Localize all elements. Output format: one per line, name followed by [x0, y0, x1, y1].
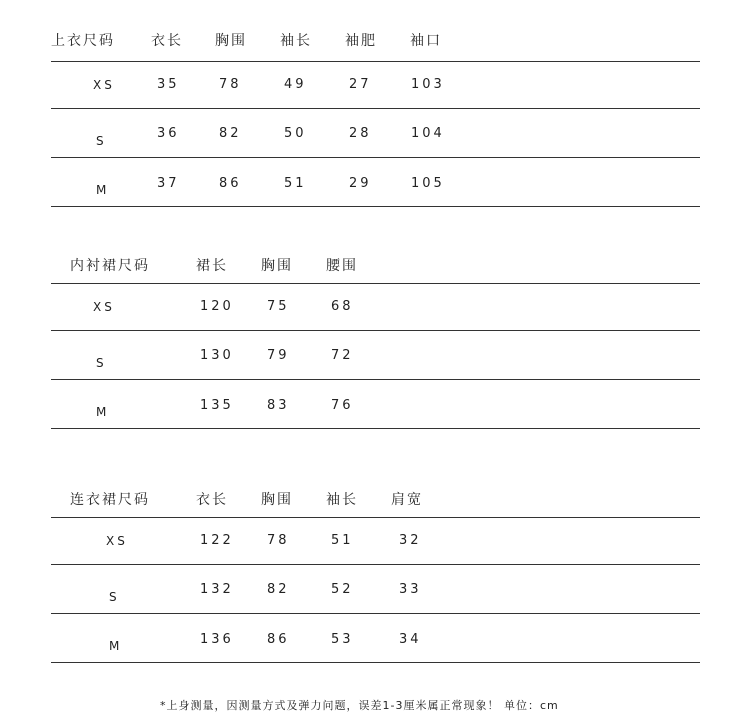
table-cell: 34: [399, 632, 422, 647]
table-rule: [51, 330, 700, 331]
table-cell: 82: [267, 582, 290, 597]
table-cell: 49: [284, 77, 307, 92]
table-cell: 32: [399, 533, 422, 548]
table-cell: 120: [200, 299, 234, 314]
table-header-size: 内衬裙尺码: [70, 258, 150, 274]
table-cell: 53: [331, 632, 354, 647]
table-cell: 104: [411, 126, 445, 141]
table-cell: 72: [331, 348, 354, 363]
table-header-length: 衣长: [151, 33, 183, 49]
table-rule: [51, 517, 700, 518]
size-label: M: [96, 405, 110, 419]
size-label: XS: [93, 78, 115, 92]
size-label: S: [96, 134, 107, 148]
table-cell: 86: [219, 176, 242, 191]
size-label: M: [96, 183, 110, 197]
table-cell: 35: [157, 77, 180, 92]
table-header-size: 上衣尺码: [51, 33, 115, 49]
table-cell: 78: [219, 77, 242, 92]
table-header-chest: 胸围: [215, 33, 247, 49]
table-cell: 136: [200, 632, 234, 647]
table-cell: 103: [411, 77, 445, 92]
table-header-chest: 胸围: [261, 492, 293, 508]
table-cell: 75: [267, 299, 290, 314]
table-cell: 130: [200, 348, 234, 363]
table-cell: 78: [267, 533, 290, 548]
table-cell: 37: [157, 176, 180, 191]
table-header-sleeve-length: 袖长: [326, 492, 358, 508]
table-header-length: 衣长: [196, 492, 228, 508]
table-cell: 83: [267, 398, 290, 413]
table-header-skirt-length: 裙长: [196, 258, 228, 274]
table-cell: 27: [349, 77, 372, 92]
table-header-chest: 胸围: [261, 258, 293, 274]
table-rule: [51, 206, 700, 207]
table-header-cuff: 袖口: [410, 33, 442, 49]
table-cell: 132: [200, 582, 234, 597]
size-label: XS: [106, 534, 128, 548]
table-header-sleeve-width: 袖肥: [345, 33, 377, 49]
table-rule: [51, 428, 700, 429]
table-cell: 105: [411, 176, 445, 191]
table-cell: 82: [219, 126, 242, 141]
table-rule: [51, 61, 700, 62]
table-cell: 33: [399, 582, 422, 597]
table-rule: [51, 108, 700, 109]
table-cell: 36: [157, 126, 180, 141]
table-header-shoulder: 肩宽: [391, 492, 423, 508]
table-cell: 28: [349, 126, 372, 141]
table-rule: [51, 613, 700, 614]
size-label: M: [109, 639, 123, 653]
table-header-waist: 腰围: [326, 258, 358, 274]
table-cell: 52: [331, 582, 354, 597]
table-header-size: 连衣裙尺码: [70, 492, 150, 508]
table-cell: 51: [284, 176, 307, 191]
size-label: XS: [93, 300, 115, 314]
table-cell: 51: [331, 533, 354, 548]
table-rule: [51, 157, 700, 158]
table-cell: 68: [331, 299, 354, 314]
size-label: S: [96, 356, 107, 370]
table-rule: [51, 379, 700, 380]
table-rule: [51, 283, 700, 284]
footnote: *上身测量，因测量方式及弹力问题，误差1-3厘米属正常现象！ 单位：cm: [160, 699, 559, 712]
table-cell: 86: [267, 632, 290, 647]
table-cell: 50: [284, 126, 307, 141]
table-cell: 79: [267, 348, 290, 363]
table-cell: 76: [331, 398, 354, 413]
table-rule: [51, 564, 700, 565]
table-cell: 29: [349, 176, 372, 191]
table-header-sleeve-length: 袖长: [280, 33, 312, 49]
table-cell: 122: [200, 533, 234, 548]
size-label: S: [109, 590, 120, 604]
table-rule: [51, 662, 700, 663]
table-cell: 135: [200, 398, 234, 413]
